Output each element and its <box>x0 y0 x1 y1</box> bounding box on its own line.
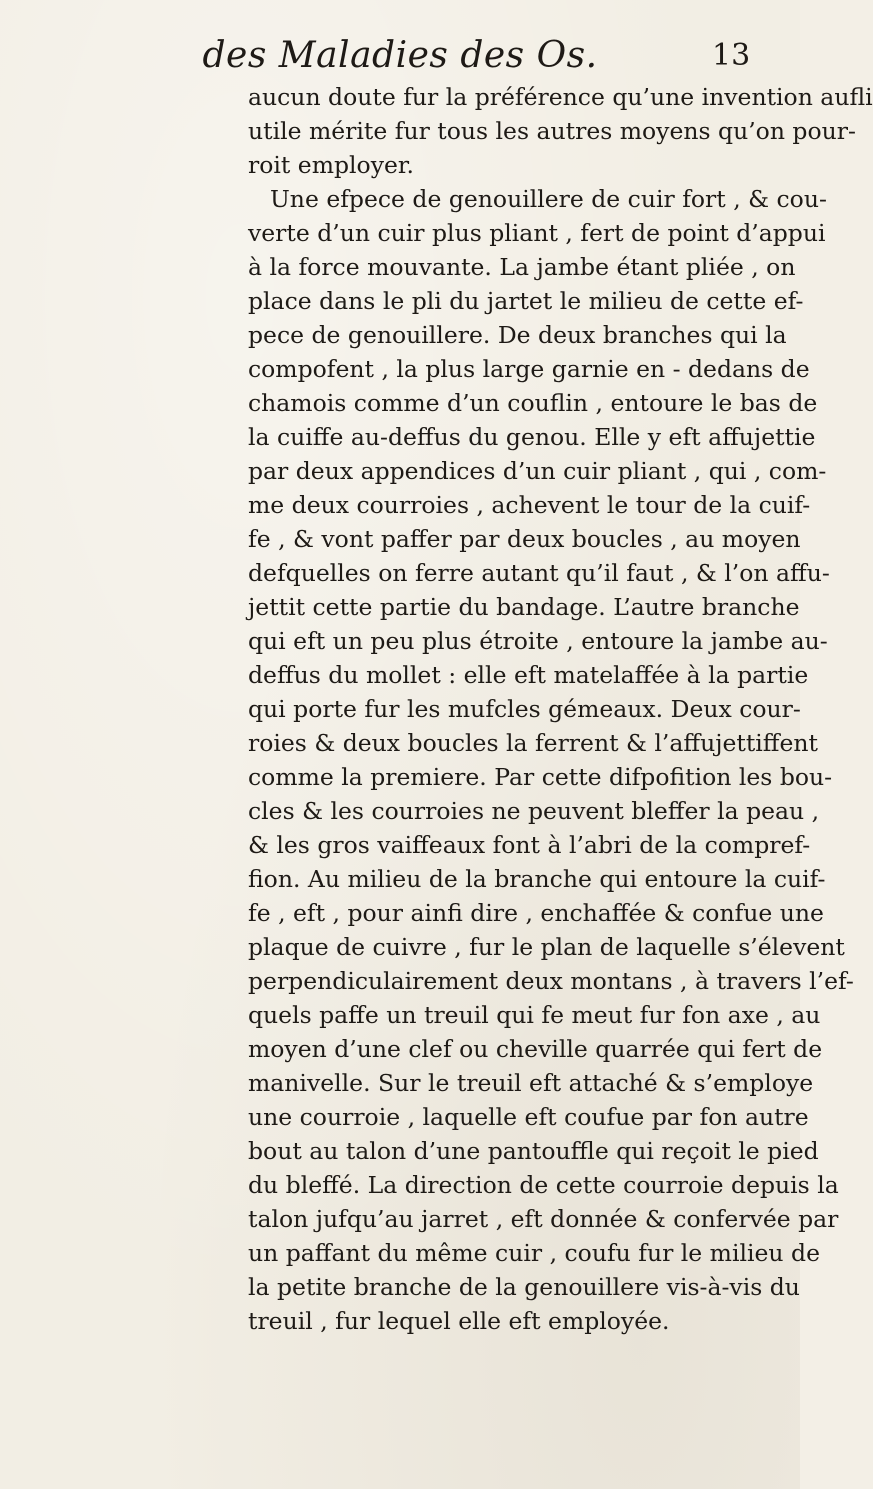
text-line: verte d’un cuir plus pliant , fert de point d’appui <box>248 219 826 247</box>
text-line: qui porte fur les mufcles gémeaux. Deux cour- <box>248 695 801 723</box>
text-line: bout au talon d’une pantouffle qui reçoit le pied <box>248 1137 819 1165</box>
text-line: une courroie , laquelle eft coufue par fon autre <box>248 1103 809 1131</box>
text-line: du bleffé. La direction de cette courroie depuis la <box>248 1171 839 1199</box>
text-line: roit employer. <box>248 151 415 179</box>
text-line: qui eft un peu plus étroite , entoure la jambe au- <box>248 627 828 655</box>
text-line: treuil , fur lequel elle eft employée. <box>248 1307 670 1335</box>
text-line: & les gros vaiffeaux font à l’abri de la compref- <box>248 831 811 859</box>
text-line: quels paffe un treuil qui fe meut fur fon axe , au <box>248 1001 821 1029</box>
page-header <box>0 34 800 78</box>
text-line: aucun doute fur la préférence qu’une invention aufli <box>248 83 873 111</box>
text-line: me deux courroies , achevent le tour de la cuif- <box>248 491 811 519</box>
text-line: la cuiffe au-deffus du genou. Elle y eft affujettie <box>248 423 816 451</box>
text-line: fion. Au milieu de la branche qui entoure la cuif- <box>248 865 826 893</box>
text-line: un paffant du même cuir , coufu fur le milieu de <box>248 1239 820 1267</box>
text-line: moyen d’une clef ou cheville quarrée qui fert de <box>248 1035 823 1063</box>
text-line: manivelle. Sur le treuil eft attaché & s’employe <box>248 1069 814 1097</box>
text-line: Une efpece de genouillere de cuir fort , & cou- <box>270 185 827 213</box>
text-line: à la force mouvante. La jambe étant pliée , on <box>248 253 796 281</box>
text-line: place dans le pli du jartet le milieu de cette ef- <box>248 287 804 315</box>
page-number: 13 <box>712 38 751 73</box>
text-line: cles & les courroies ne peuvent bleffer la peau , <box>248 797 820 825</box>
running-title: des Maladies des Os. <box>202 35 598 76</box>
text-line: fe , eft , pour ainfi dire , enchaffée & confue une <box>248 899 824 927</box>
text-line: fe , & vont paffer par deux boucles , au moyen <box>248 525 801 553</box>
text-line: talon jufqu’au jarret , eft donnée & confervée par <box>248 1205 839 1233</box>
text-line: chamois comme d’un couflin , entoure le bas de <box>248 389 818 417</box>
text-line: par deux appendices d’un cuir pliant , qui , com- <box>248 457 827 485</box>
text-line: compofent , la plus large garnie en - dedans de <box>248 355 810 383</box>
text-line: pece de genouillere. De deux branches qui la <box>248 321 787 349</box>
text-line: perpendiculairement deux montans , à travers l’ef- <box>248 967 854 995</box>
text-line: la petite branche de la genouillere vis-à-vis du <box>248 1273 800 1301</box>
text-line: roies & deux boucles la ferrent & l’affujettiffent <box>248 729 818 757</box>
text-line: defquelles on ferre autant qu’il faut , & l’on affu- <box>248 559 830 587</box>
text-line: plaque de cuivre , fur le plan de laquelle s’élevent <box>248 933 845 961</box>
text-line: deffus du mollet : elle eft matelaffée à la partie <box>248 661 809 689</box>
text-line: utile mérite fur tous les autres moyens qu’on pour- <box>248 117 856 145</box>
text-line: jettit cette partie du bandage. L’autre branche <box>248 593 800 621</box>
text-line: comme la premiere. Par cette difpofition les bou- <box>248 763 833 791</box>
